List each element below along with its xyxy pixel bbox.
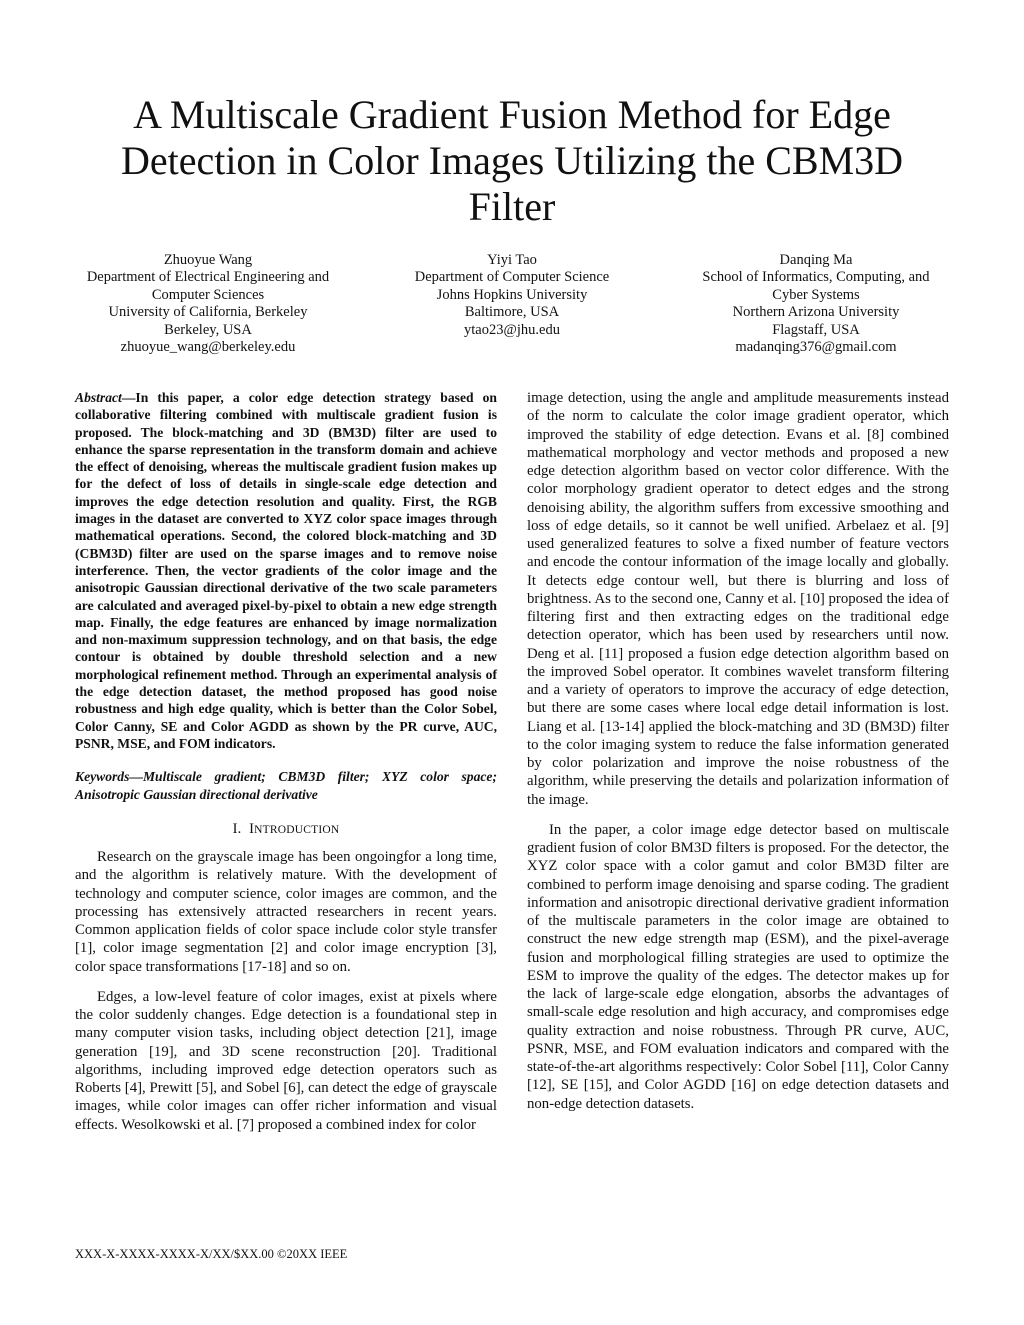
author-affiliation: University of California, Berkeley [108,304,308,321]
section-first-letter: I [249,820,255,837]
author-location: Flagstaff, USA [772,321,860,338]
author-affiliation: Department of Computer Science [414,269,610,286]
abstract-text: In this paper, a color edge detection strategy based on collaborative filtering combined with multiscale gradient fusion is proposed. The block-matching and 3D (BM3D) filter are used to enhance the sparse representation in the transform domain and achieve the effect of denoising, whereas the multiscale gradient fusion makes up for the defect of loss of details in single-scale edge detection and improves the edge detection resolution and quality. First, the RGB images in the dataset are converted to XYZ color space images through mathematical operations. Second, the colored block-matching and 3D (CBM3D) filter are used on the sparse images and to remove noise interference. Then, the vector gradients of the color image and the anisotropic Gaussian directional derivative of the two scale parameters are calculated and averaged pixel-by-pixel to obtain a new edge strength map. Finally, the edge features are enhanced by image normalization and non-maximum suppression technology, and on that basis, the edge contour is obtained by double threshold selection and a new morphological refinement method. Through an experimental analysis of the edge detection dataset, the method proposed has good noise robustness and high edge quality, which is better than the Color Sobel, Color Canny, SE and Color AGDD as shown by the PR curve, AUC, PSNR, MSE, and FOM indicators. [75,390,497,751]
copyright-footer: XXX-X-XXXX-XXXX-X/XX/$XX.00 ©20XX IEEE [75,1247,348,1261]
title-line: Detection in Color Images Utilizing the CBM3D [120,138,904,183]
author-email: zhuoyue_wang@berkeley.edu [120,339,296,356]
title-line: A Multiscale Gradient Fusion Method for Edge [133,92,891,137]
body-paragraph: Edges, a low-level feature of color images, exist at pixels where the color suddenly changes. Edge detection is a foundational step in many computer vision tasks, including object detection [21], image generation [19], and 3D scene reconstruction [20]. Traditional algorithms, including improved edge detection operators such as Roberts [4], Prewitt [5], and Sobel [6], can detect the edge of grayscale images, while color images can offer richer information and visual effects. Wesolkowski et al. [7] proposed a combined index for color [75,988,497,1133]
paper-title [90,92,934,230]
keywords-dash: — [129,769,143,785]
author-affiliation: School of Informatics, Computing, and [702,269,930,286]
author-name: Yiyi Tao [487,252,537,268]
author-email: madanqing376@gmail.com [735,339,897,356]
author-affiliation: Computer Sciences [151,286,265,303]
section-number: I. [232,820,242,837]
abstract-dash: — [121,390,136,405]
section-heading-introduction [75,820,497,839]
author-affiliation: Northern Arizona University [732,304,900,321]
abstract-label: Abstract [75,390,122,405]
author-affiliation: Department of Electrical Engineering and [86,269,330,286]
title-line: Filter [468,184,556,229]
keywords-label: Keywords [75,769,130,785]
author-name: Zhuoyue Wang [163,252,253,268]
right-column [527,389,949,1113]
keywords-text: Multiscale gradient; CBM3D filter; XYZ color space; Anisotropic Gaussian directional derivative [75,769,497,802]
body-paragraph: Research on the grayscale image has been ongoingfor a long time, and the algorithm is relatively mature. With the development of technology and computer science, color images are common, and the processing has extensively attracted researchers in recent years. Common application fields of color space include color style transfer [1], color image segmentation [2] and color image encryption [3], color space transformations [17-18] and so on. [75,849,497,975]
author-location: Baltimore, USA [464,304,560,321]
author-name: Danqing Ma [779,252,853,268]
abstract [75,389,497,752]
body-paragraph: image detection, using the angle and amplitude measurements instead of the norm to calculate the color image gradient operator, which improved the stability of edge detection. Evans et al. [8] combined mathematical morphology and vector methods and proposed a new edge detection algorithm based on vector color difference. With the color morphology gradient operator to detect edges and the strong denoising ability, the algorithm suffers from excessive smoothing and loss of edge details, so it cannot be well unified. Arbelaez et al. [9] used generalized features to solve a fixed number of feature vectors and encode the contour information of the image locally and globally. It detects edge contour well, but there is blurring and loss of brightness. As to the second one, Canny et al. [10] proposed the idea of filtering first and then extracting edges on the traditional edge detection operator, which has been used by researchers until now. Deng et al. [11] proposed a fusion edge detection algorithm based on the improved Sobel operator. It combines wavelet transform filtering and a variety of operators to improve the accuracy of edge detection, but there are some cases where local edge detail information is lost. Liang et al. [13-14] applied the block-matching and 3D (BM3D) filter to the color imaging system to reduce the false information generated by color polarization and improve the noise robustness of the algorithm, while preserving the details and polarization information of the image. [527,390,949,808]
section-title-rest: NTRODUCTION [254,823,340,836]
author-block [372,252,652,339]
keywords [75,768,497,803]
author-block [672,252,960,356]
author-location: Berkeley, USA [164,321,252,338]
author-affiliation: Johns Hopkins University [436,286,588,303]
author-affiliation: Cyber Systems [772,286,860,303]
author-block [62,252,354,356]
body-paragraph: In the paper, a color image edge detector based on multiscale gradient fusion of color BM3D filters is proposed. For the detector, the XYZ color space with a color gamut and color BM3D filter are combined to perform image denoising and sparse coding. The gradient information and anisotropic directional derivative gradient information of the multiscale parameters in the color image are obtained to construct the new edge strength map (ESM), and the pixel-average fusion and morphological filling strategies are used to optimize the ESM to improve the quality of the edges. The detector makes up for the lack of large-scale edge elongation, absorbs the advantages of small-scale edge resolution and high accuracy, and compromises edge quality extraction and noise robustness. Through PR curve, AUC, PSNR, MSE, and FOM evaluation indicators and compared with the state-of-the-art algorithms respectively: Color Sobel [11], Color Canny [12], SE [15], and Color AGDD [16] on edge detection datasets and non-edge detection datasets. [527,821,949,1112]
author-email: ytao23@jhu.edu [464,321,560,338]
left-column [75,389,497,1134]
